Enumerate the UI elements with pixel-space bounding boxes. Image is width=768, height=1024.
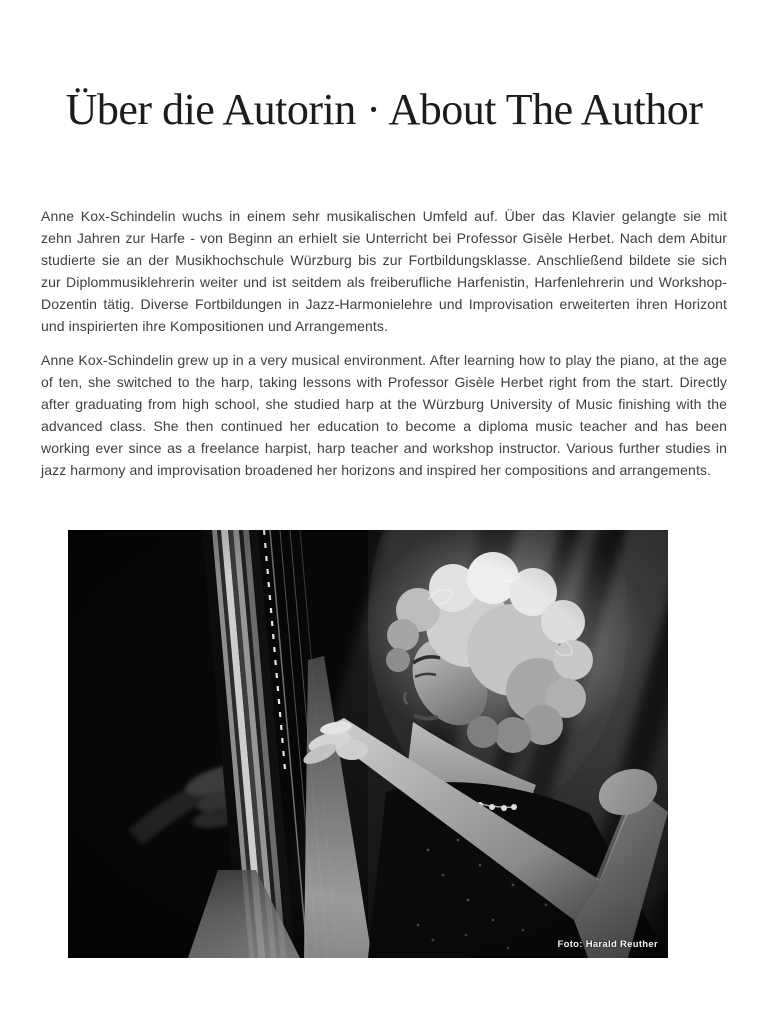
- bio-paragraph-english: [41, 349, 727, 481]
- text-line: after graduating from high school, she studied harp at the Würzburg University of Music finishing with the: [41, 396, 727, 412]
- text-line: jazz harmony and improvisation broadened her horizons and inspired her compositions and arrangements.: [41, 462, 712, 478]
- text-line: zur Diplommusiklehrerin weiter und ist seitdem als freiberufliche Harfenistin, Harfenlehrerin und Workshop-: [41, 274, 727, 290]
- text-line: Anne Kox-Schindelin wuchs in einem sehr musikalischen Umfeld auf. Über das Klavier gelangte sie mit: [41, 208, 727, 224]
- vignette: [68, 530, 668, 958]
- bio-paragraph-german: [41, 205, 727, 337]
- text-line: advanced class. She then continued her education to become a diploma music teacher and has been: [41, 418, 727, 434]
- text-line: of ten, she switched to the harp, taking lessons with Professor Gisèle Herbet right from the start. Directly: [41, 374, 727, 390]
- text-line: studierte sie an der Musikhochschule Würzburg bis zur Fortbildungsklasse. Anschließend bildete sie sich: [41, 252, 727, 268]
- text-line: und inspirierten ihre Kompositionen und Arrangements.: [41, 318, 388, 334]
- text-line: zehn Jahren zur Harfe - von Beginn an erhielt sie Unterricht bei Professor Gisèle Herbet. Nach dem Abitur: [41, 230, 727, 246]
- author-photo: [68, 530, 668, 958]
- bio-text: [41, 205, 727, 493]
- text-line: Dozentin tätig. Diverse Fortbildungen in Jazz-Harmonielehre und Improvisation erweiterten ihren Horizont: [41, 296, 727, 312]
- page-title: Über die Autorin · About The Author: [65, 85, 703, 134]
- text-line: working ever since as a freelance harpist, harp teacher and workshop instructor. Various further studies in: [41, 440, 727, 456]
- photo-credit: Foto: Harald Reuther: [557, 939, 658, 950]
- text-line: Anne Kox-Schindelin grew up in a very musical environment. After learning how to play the piano, at the age: [41, 352, 727, 368]
- harp-photo-illustration: [68, 530, 668, 958]
